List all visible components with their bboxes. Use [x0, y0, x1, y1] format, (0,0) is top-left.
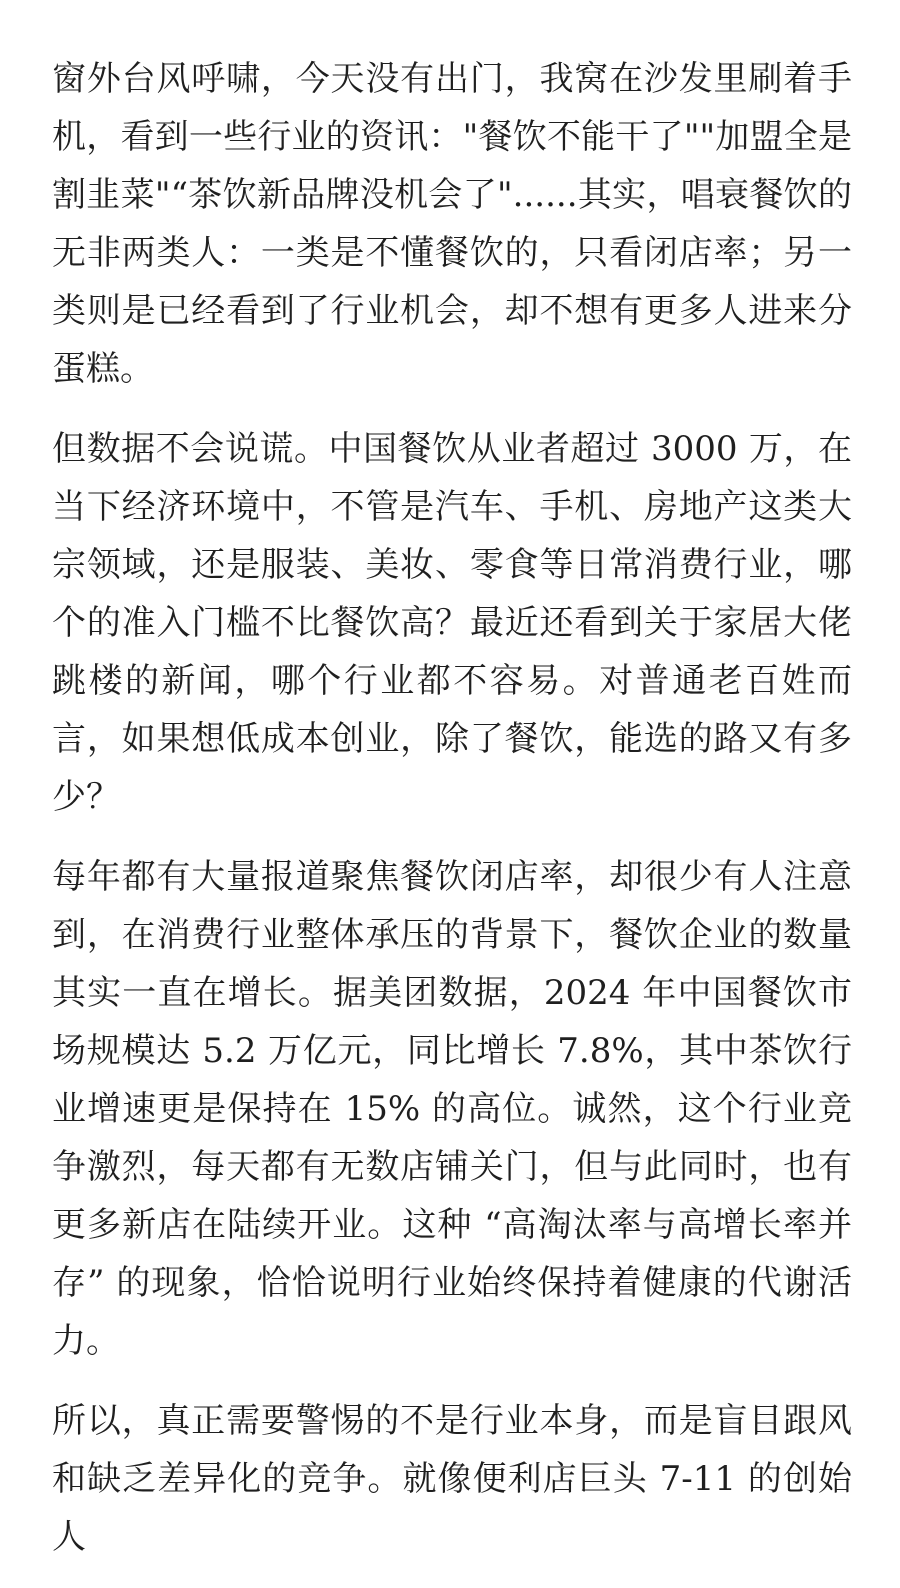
paragraph-data-no-lies: 但数据不会说谎。中国餐饮从业者超过 3000 万，在当下经济环境中，不管是汽车、手机、房地产这类大宗领域，还是服装、美妆、零食等日常消费行业，哪个的准入门槛不比餐饮高？最近还看到关于家居大佬跳楼的新闻，哪个行业都不容易。对普通老百姓而言，如果想低成本创业，除了餐饮，能选的路又有多少？ [52, 429, 852, 817]
paragraph-closure-rate: 每年都有大量报道聚焦餐饮闭店率，却很少有人注意到，在消费行业整体承压的背景下，餐饮企业的数量其实一直在增长。据美团数据，2024 年中国餐饮市场规模达 5.2 万亿元，同比增长 7.8%，其中茶饮行业增速更是保持在 15% 的高位。诚然，这个行业竞争激烈，每天都有无数店铺关门，但与此同时，也有更多新店在陆续开业。这种 “高淘汰率与高增长率并存” 的现象，恰恰说明行业始终保持着健康的代谢活力。 [52, 857, 852, 1361]
paragraph-conclusion: 所以，真正需要警惕的不是行业本身，而是盲目跟风和缺乏差异化的竞争。就像便利店巨头 7-11 的创始人 [52, 1401, 852, 1557]
paragraph-typhoon-intro: 窗外台风呼啸，今天没有出门，我窝在沙发里刷着手机，看到一些行业的资讯："餐饮不能干了""加盟全是割韭菜"“茶饮新品牌没机会了"......其实，唱衰餐饮的无非两类人：一类是不懂餐饮的，只看闭店率；另一类则是已经看到了行业机会，却不想有更多人进来分蛋糕。 [52, 59, 852, 389]
article-body [52, 50, 852, 1588]
